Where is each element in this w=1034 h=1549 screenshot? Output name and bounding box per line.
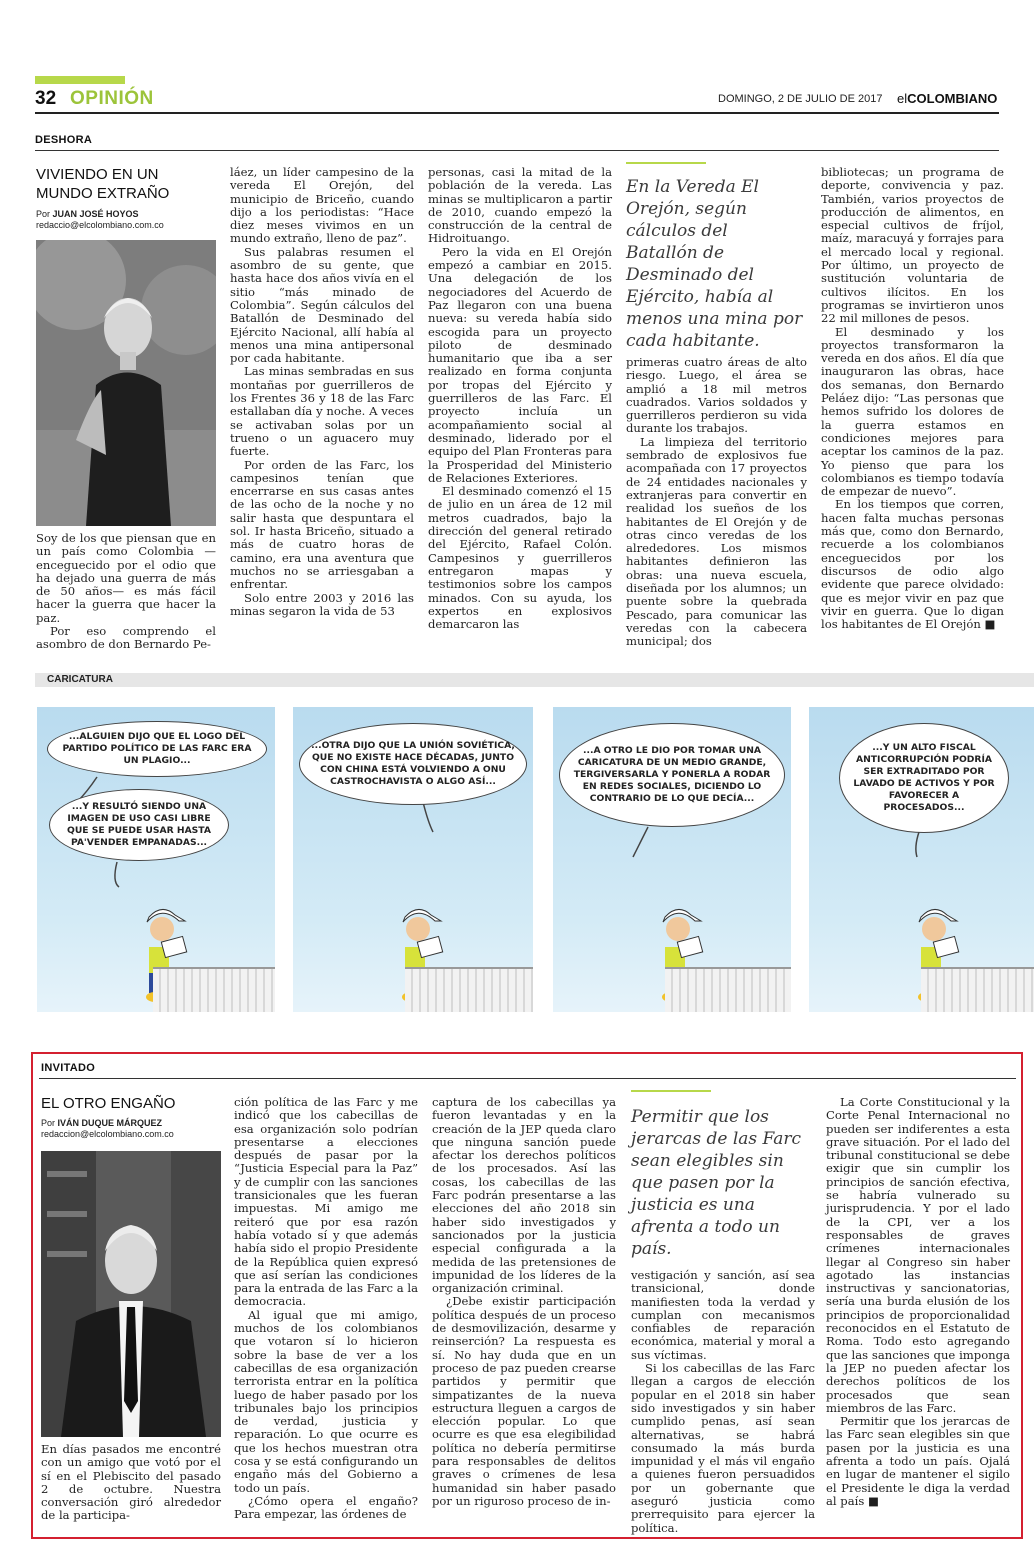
cartoon-panel-4	[809, 707, 1034, 1012]
byline-prefix: Por	[36, 209, 51, 219]
paragraph: vestigación y sanción, así sea transicional, donde manifiesten toda la verdad y cumplan con mecanismos confiables de reparación económica, material y moral a sus víctimas.	[631, 1268, 815, 1362]
cartoon-panel-1	[37, 707, 275, 1012]
paragraph: El desminado y los proyectos transformaron la vereda en dos años. El día que inauguraron las obras, hace dos semanas, don Bernardo Peláez dijo: “Las personas que hemos sufrido los dolores de la guerra estamos en condiciones mejores para aceptar los caminos de la paz. Yo pienso que para los colombianos es tiempo todavía de empezar de nuevo”.	[821, 324, 1004, 499]
paragraph: La limpieza del territorio sembrado de explosivos fue acompañada con 17 proyectos de 24 entidades nacionales y extranjeras para convertir en realidad los sueños de los habitantes de El Orejón y de otras cinco veredas de los alrededores. Los mismos habitantes definieron las obras: una nueva escuela, diseñada por los alumnos; un puente sobre la quebrada Pescado, para comunicar las veredas con la cabecera municipal; dos	[626, 434, 807, 649]
speech-bubble: ...OTRA DIJO QUE LA UNIÓN SOVIÉTICA, QUE NO EXISTE HACE DÉCADAS, JUNTO CON CHINA ESTÁ VOLVIENDO A ONU CASTROCHAVISTA O ALGO ASÍ...	[299, 723, 527, 805]
paragraph: Solo entre 2003 y 2016 las minas segaron la vida de 53	[230, 590, 414, 618]
paragraph: captura de los cabecillas ya fueron levantadas y en la creación de la JEP queda claro que ninguna sanción puede afectar los derechos políticos de los procesados. Así las cosas, los cabecillas de las Farc podrán presentarse a las elecciones del año 2018 sin haber sido investigados y sancionados por la justicia especial configurada a la medida de las pretensiones de impunidad de los líderes de la organización criminal.	[432, 1095, 616, 1296]
paragraph: bibliotecas; un programa de deporte, convivencia y paz. También, varios proyectos de producción de alimentos, en especial cultivos de fríjol, maíz, maracuyá y forrajes para el mercado local y regional. Por último, un proyecto de sustitución voluntaria de cultivos ilícitos. En los programas se invirtieron unos 22 mil millones de pesos.	[821, 165, 1004, 326]
caricatura-kicker: CARICATURA	[47, 674, 113, 685]
invitado-byline	[41, 1118, 221, 1140]
portrait-illustration	[36, 240, 216, 526]
author-photo-juan-jose-hoyos	[36, 240, 216, 526]
paragraph: Las minas sembradas en sus montañas por guerrilleros de los Frentes 36 y 18 de las Farc estallaban día y noche. A veces se activaban solas por un trueno o un aguacero muy fuerte.	[230, 364, 414, 459]
pullquote-accent	[631, 1090, 711, 1092]
cartoon-panel-2	[293, 707, 533, 1012]
author-email: redaccion@elcolombiano.com.co	[41, 1129, 174, 1139]
paragraph: personas, casi la mitad de la población de la vereda. Las minas se multiplicaron a partir de 2010, cuando empezó la construcción de la central de Hidroituango.	[428, 165, 612, 246]
logo-prefix: el	[897, 91, 908, 106]
logo-name: COLOMBIANO	[907, 91, 998, 106]
paragraph: Soy de los que piensan que en un país como Colombia —enceguecido por el odio que ha dejado una guerra de más de 50 años— es más fácil hacer la guerra que hacer la paz.	[36, 531, 216, 625]
paragraph: Permitir que los jerarcas de las Farc sean elegibles sin que pasen por la justicia es una afrenta a todo un país. Ojalá en lugar de mantener el sigilo el Presidente le diga la verdad al país ■	[826, 1414, 1010, 1508]
portrait-illustration	[41, 1151, 221, 1437]
wall	[153, 967, 275, 1012]
wall	[665, 967, 791, 1012]
deshora-pullquote: En la Vereda El Orejón, según cálculos del Batallón de Desminado del Ejército, había al menos una mina por cada habitante.	[626, 177, 803, 351]
invitado-column-5	[826, 1096, 1010, 1508]
invitado-rule	[39, 1078, 1016, 1079]
deshora-column-1	[36, 532, 216, 652]
deshora-title	[36, 165, 216, 203]
invitado-kicker: INVITADO	[41, 1062, 96, 1074]
speech-bubble: ...Y UN ALTO FISCAL ANTICORRUPCIÓN PODRÍA SER EXTRADITADO POR LAVADO DE ACTIVOS Y POR FAVORECER A PROCESADOS...	[839, 723, 1009, 833]
pullquote-accent	[626, 162, 706, 164]
paragraph: Por orden de las Farc, los campesinos tenían que encerrarse en sus casas antes de las ocho de la noche y no salir hasta que despuntara el sol. Ir hasta Briceño, situado a más de cuatro horas de camino, era una aventura que muchos no se arriesgaban a enfrentar.	[230, 457, 414, 592]
masthead-rule	[35, 112, 999, 114]
publication-date: DOMINGO, 2 DE JULIO DE 2017	[718, 93, 883, 105]
wall	[921, 967, 1034, 1012]
paragraph: Si los cabecillas de las Farc llegan a cargos de elección popular en el 2018 sin haber sido investigados y sin haber cumplido penas, así sean alternativas, se habrá consumado la más burda impunidad y el más vil engaño a quienes fueron persuadidos por un gobernante que aseguró justicia como prerrequisito para ejercer la política.	[631, 1361, 815, 1535]
section-accent-bar	[35, 76, 125, 84]
deshora-byline	[36, 209, 216, 231]
speech-bubble: ...ALGUIEN DIJO QUE EL LOGO DEL PARTIDO POLÍTICO DE LAS FARC ERA UN PLAGIO...	[47, 721, 267, 777]
byline-prefix: Por	[41, 1118, 56, 1128]
paragraph: ¿Debe existir participación política después de un proceso de desmovilización, desarme y reinserción? La respuesta es sí. No hay duda que en un proceso de paz pueden crearse partidos y permitir que simpatizantes de la nueva estructura lleguen a cargos de elección popular. Lo que ocurre es que esa elegibilidad política no debería permitirse para responsables de delitos graves o crímenes de lesa humanidad sin haber pasado por un riguroso proceso de in-	[432, 1294, 616, 1508]
paragraph: ¿Cómo opera el engaño? Para empezar, las órdenes de	[234, 1493, 418, 1522]
author-photo-ivan-duque	[41, 1151, 221, 1437]
section-title: OPINIÓN	[70, 88, 154, 109]
invitado-column-3	[432, 1096, 616, 1508]
paragraph: En días pasados me encontré con un amigo que votó por el sí en el Plebiscito del pasado 2 de octubre. Nuestra conversación giró alrededor de la participa-	[41, 1442, 221, 1523]
paragraph: Al igual que mi amigo, muchos de los colombianos que votaron sí lo hicieron sobre la base de ver a los cabecillas de esa organización terrorista entrar en la política luego de haber pasado por los tribunales bajo los principios de verdad, justicia y reparación. Lo que ocurre es que los hechos muestran otra cosa y se está configurando un engaño más del Gobierno a todo un país.	[234, 1307, 418, 1495]
paragraph: La Corte Constitucional y la Corte Penal Internacional no pueden ser indiferentes a esta grave situación. Por el lado del tribunal constitucional se debe exigir que sin cumplir los principios de sanción efectiva, se habría vulnerado su jurisprudencia. Y por el lado de la CPI, ver a los responsables de graves crímenes internacionales llegar al Congreso sin haber agotado las instancias instructivas y sancionatorias, sería una burda elusión de los principios de proporcionalidad reconocidos en el Estatuto de Roma. Todo esto agregando que las sanciones que imponga la JEP no pueden afectar los derechos políticos de los procesados que sean miembros de las Farc.	[826, 1095, 1010, 1415]
deshora-column-4	[626, 356, 807, 649]
caricatura-band	[35, 673, 1034, 687]
speech-bubble: ...A OTRO LE DIO POR TOMAR UNA CARICATURA DE UN MEDIO GRANDE, TERGIVERSARLA Y PONERLA A RODAR EN REDES SOCIALES, DICIENDO LO CONTRARIO DE LO QUE DECÍA...	[559, 723, 785, 827]
deshora-column-2	[230, 166, 414, 618]
deshora-column-3	[428, 166, 612, 631]
page-number: 32	[35, 88, 57, 109]
deshora-title-line2: MUNDO EXTRAÑO	[36, 185, 170, 202]
deshora-column-5	[821, 166, 1004, 631]
deshora-title-line1: VIVIENDO EN UN	[36, 166, 159, 183]
invitado-column-1	[41, 1443, 221, 1523]
deshora-rule	[35, 150, 999, 151]
paragraph: Por eso comprendo el asombro de don Bernardo Pe-	[36, 624, 216, 652]
paragraph: En los tiempos que corren, hacen falta muchas personas más que, como don Bernardo, recuerde a los colombianos enceguecidos por los discursos de odio algo evidente que parece olvidado: que es mejor vivir en paz que vivir en guerra. Que lo digan los habitantes de El Orejón ■	[821, 497, 1004, 632]
paragraph: láez, un líder campesino de la vereda El Orejón, del municipio de Briceño, cuando dijo a los periodistas: “Hace diez meses vivimos en un mundo extraño, lleno de paz”.	[230, 165, 414, 246]
paragraph: Pero la vida en El Orejón empezó a cambiar en 2015. Una delegación de los negociadores del Acuerdo de Paz llegaron con una buena nueva: su vereda había sido escogida para un proyecto piloto de desminado humanitario que iba a ser realizado en forma conjunta por tropas del Ejército y guerrilleros de las Farc. El proyecto incluía un acompañamiento social al desminado, liderado por el equipo del Plan Fronteras para la Prosperidad del Ministerio de Relaciones Exteriores.	[428, 244, 612, 485]
author-email: redaccio@elcolombiano.com.co	[36, 220, 164, 230]
paragraph: primeras cuatro áreas de alto riesgo. Luego, el área se amplió a 18 mil metros cuadrados. Varios soldados y guerrilleros perdieron su vida durante los trabajos.	[626, 355, 807, 436]
paragraph: El desminado comenzó el 15 de julio en un área de 12 mil metros cuadrados, bajo la dirección del general retirado del Ejército, Rafael Colón. Campesinos y guerrilleros entregaron mapas y testimonios sobre los campos minados. Con su ayuda, los expertos en explosivos demarcaron las	[428, 484, 612, 632]
paragraph: Sus palabras resumen el asombro de su gente, que hasta hace dos años vivía en el sitio “más minado de Colombia”. Según cálculos del Batallón de Desminado del Ejército Nacional, allí había al menos una mina antipersonal por cada habitante.	[230, 244, 414, 366]
cartoon-panel-3	[553, 707, 791, 1012]
invitado-pullquote: Permitir que los jerarcas de las Farc sean elegibles sin que pasen por la justicia es una afrenta a todo un país.	[631, 1107, 801, 1259]
deshora-kicker: DESHORA	[35, 134, 93, 146]
speech-bubble: ...Y RESULTÓ SIENDO UNA IMAGEN DE USO CASI LIBRE QUE SE PUEDE USAR HASTA PA'VENDER EMPANADAS...	[49, 789, 229, 861]
paragraph: ción política de las Farc y me indicó que los cabecillas de esa organización solo podrían presentarse a elecciones después de pasar por la “Justicia Especial para la Paz” y de cumplir con las sanciones transicionales que les fueran impuestas. Mi amigo me reiteró que por esa razón había votado sí y que además había sido el propio Presidente de la República quien expresó que así serían las condiciones para la entrada de las Farc a la democracia.	[234, 1095, 418, 1309]
wall	[405, 967, 533, 1012]
author-name: IVÁN DUQUE MÁRQUEZ	[57, 1118, 163, 1128]
author-name: JUAN JOSÉ HOYOS	[52, 209, 139, 219]
publication-logo	[897, 91, 997, 106]
invitado-column-4	[631, 1269, 815, 1535]
invitado-title: EL OTRO ENGAÑO	[41, 1095, 176, 1112]
invitado-column-2	[234, 1096, 418, 1522]
